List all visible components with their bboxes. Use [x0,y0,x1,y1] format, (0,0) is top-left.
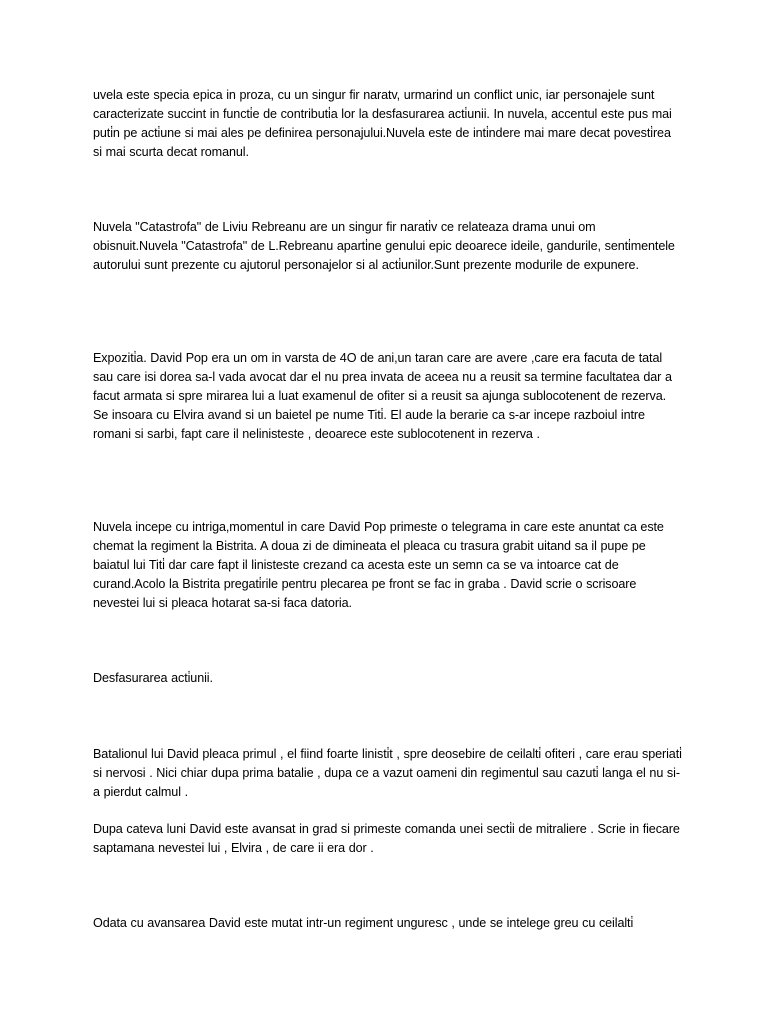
paragraph-intro-nuvela: uvela este specia epica in proza, cu un singur fir naratv, urmarind un conflict unic, iar personajele sunt caracterizate succint in functi̇e de contributi̇a lor la desfasurarea acti̇unii. In nuvela, accentul este pus mai puti̇n pe acti̇une si mai ales pe definirea personajului.Nuvela este de inti̇ndere mai mare decat povesti̇rea si mai scurta decat romanul. [93,88,672,159]
paragraph-batalionul: Batalionul lui David pleaca primul , el fiind foarte linisti̇t , spre deosebire de ceilalti̇ ofiteri , care erau speriati̇ si nervosi . Nici chiar dupa prima batalie , dupa ce a vazut oameni din regimentul sau cazuti̇ langa el nu si-a pierdut calmul . [93,747,682,799]
paragraph-catastrofa: Nuvela "Catastrofa" de Liviu Rebreanu are un singur fir narati̇v ce relateaza drama unui om obisnuit.Nuvela "Catastrofa" de L.Rebreanu aparti̇ne genului epic deoarece ideile, gandurile, senti̇mentele autorului sunt prezente cu ajutorul personajelor si al acti̇unilor.Sunt prezente modurile de expunere. [93,220,675,272]
section-heading-desfasurarea: Desfasurarea acti̇unii. [93,671,213,685]
paragraph-expozitia: Expoziti̇a. David Pop era un om in varsta de 4O de ani,un taran care are avere ,care era facuta de tatal sau care isi dorea sa-l vada avocat dar el nu prea invata de aceea nu a reusit sa termine facultatea dar a facut armata si spre mirarea lui a luat examenul de ofiter si a reusit sa ajunga sublocotenent de rezerva. Se insoara cu Elvira avand si un baietel pe nume Titi̇. El aude la berarie ca s-ar incepe razboiul intre romani si sarbi, fapt care il nelinisteste , deoarece este sublocotenent in rezerva . [93,351,672,441]
paragraph-intriga: Nuvela incepe cu intriga,momentul in care David Pop primeste o telegrama in care este anuntat ca este chemat la regiment la Bistrita. A doua zi de dimineata el pleaca cu trasura grabit uitand sa il pupe pe baiatul lui Titi̇ dar care fapt il linisteste crezand ca acesta este un semn ca se va intoarce cat de curand.Acolo la Bistrita pregati̇rile pentru plecarea pe front se fac in graba . David scrie o scrisoare nevestei lui si pleaca hotarat sa-si faca datoria. [93,520,664,610]
paragraph-avansat: Dupa cateva luni David este avansat in grad si primeste comanda unei secti̇i de mitraliere . Scrie in fiecare saptamana nevestei lui , Elvira , de care ii era dor . [93,822,680,855]
paragraph-mutat: Odata cu avansarea David este mutat intr-un regiment unguresc , unde se intelege greu cu ceilalti̇ [93,916,634,930]
